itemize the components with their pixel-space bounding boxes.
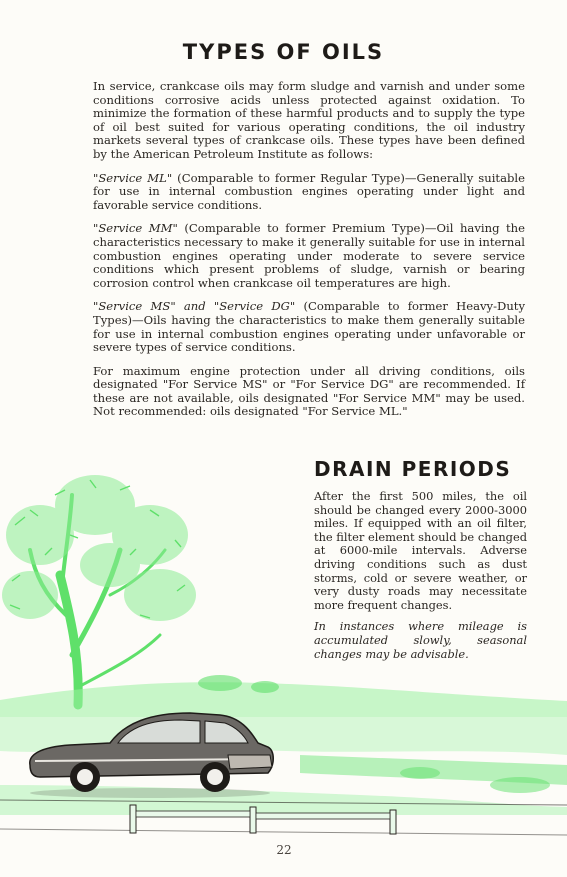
- service-ml-paragraph: [93, 172, 525, 213]
- service-ml-text: (Comparable to former Regular Type)—Generally suitable for use in internal combustion engines operating under light and favorable service conditions.: [93, 170, 525, 212]
- service-mm-paragraph: [93, 222, 525, 290]
- service-ms-text: (Comparable to former Heavy-Duty Types)—Oils having the characteristics to make them generally suitable for use in internal combustion engines operating under unfavorable or severe types of service conditions.: [93, 299, 525, 355]
- intro-paragraph: In service, crankcase oils may form sludge and varnish and under some conditions corrosive acids unless protected against oxidation. To minimize the formation of these harmful products and to supply the type of oil best suited for various operating conditions, the oil industry markets several types of crankcase oils. These types have been defined by the American Petroleum Institute as follows:: [93, 79, 525, 161]
- service-mm-text: (Comparable to former Premium Type)—Oil having the characteristics necessary to make it generally suitable for use in internal combustion engines operating under moderate to severe service conditions which present problems of sludge, varnish or bearing corrosion control when crankcase oil temperatures are high.: [93, 221, 525, 290]
- service-ml-label: "Service ML": [93, 170, 173, 185]
- recommendation-paragraph: For maximum engine protection under all driving conditions, oils designated "For Service MS" or "For Service DG" are recommended. If these are not available, oils designated "For Service MM" may be used. Not recommended: oils designated "For Service ML.": [93, 363, 525, 419]
- service-ms-paragraph: [93, 300, 525, 354]
- drain-note: In instances where mileage is accumulated slowly, seasonal changes may be advisable.: [314, 619, 527, 661]
- oil-types-text: [93, 80, 525, 429]
- service-ms-label: "Service MS" and "Service DG": [93, 299, 296, 314]
- drain-periods-heading: DRAIN PERIODS: [314, 457, 512, 481]
- service-mm-label: "Service MM": [93, 221, 178, 236]
- drain-periods-text: [314, 490, 527, 669]
- page-title: TYPES OF OILS: [182, 40, 385, 64]
- drain-paragraph: After the first 500 miles, the oil should be changed every 2000-3000 miles. If equipped with an oil filter, the filter element should be changed at 6000-mile intervals. Adverse driving conditions such as dust storms, cold or severe weather, or very dusty roads may necessitate more frequent changes.: [314, 489, 527, 612]
- page-number: 22: [276, 843, 292, 857]
